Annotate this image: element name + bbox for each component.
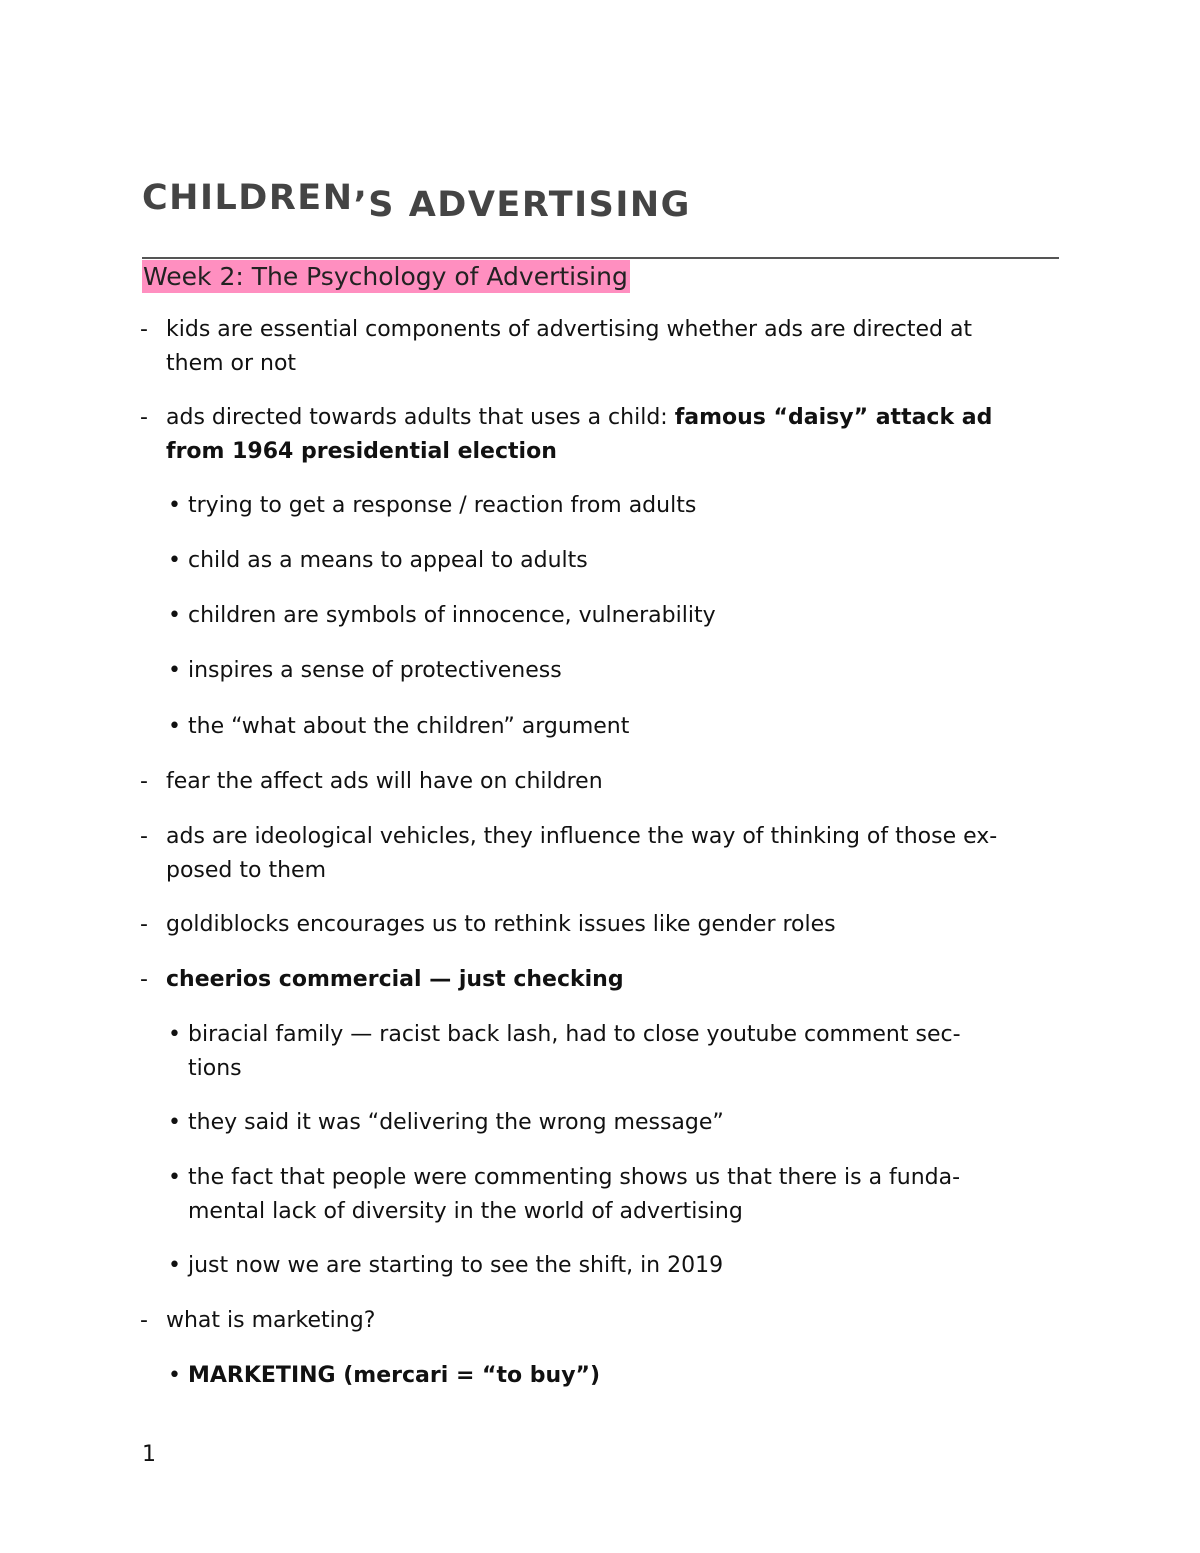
list-item-text: [166, 401, 1060, 469]
bullet-marker: •: [168, 658, 181, 683]
list-item: [140, 908, 1060, 942]
text-line: ads are ideological vehicles, they influence the way of thinking of those ex-: [166, 824, 998, 849]
list-item-text: what is marketing?: [166, 1308, 376, 1333]
list-item: [166, 599, 1026, 633]
dash-marker: -: [140, 769, 148, 794]
text-line: tions: [188, 1056, 242, 1081]
list-item-text: MARKETING (mercari = “to buy”): [188, 1363, 601, 1388]
bullet-marker: •: [168, 1022, 181, 1047]
dash-marker: -: [140, 1308, 148, 1333]
list-item-text: [166, 820, 1060, 888]
list-item-text: [188, 1161, 1026, 1229]
list-item: [166, 1161, 1026, 1229]
dash-marker: -: [140, 405, 148, 430]
document-title: [142, 178, 691, 225]
list-item: [140, 313, 1060, 381]
list-item: [166, 1106, 1026, 1140]
list-item: [166, 710, 1026, 744]
page-number: 1: [142, 1442, 156, 1467]
list-item-text: children are symbols of innocence, vulnerability: [188, 603, 716, 628]
title-part-children: CHILDREN: [142, 178, 354, 218]
bullet-marker: •: [168, 714, 181, 739]
text-line: mental lack of diversity in the world of advertising: [188, 1199, 743, 1224]
text-line: kids are essential components of advertising whether ads are directed at: [166, 317, 973, 342]
text-line: them or not: [166, 351, 297, 376]
list-item-text: the “what about the children” argument: [188, 714, 630, 739]
list-item-text: fear the affect ads will have on children: [166, 769, 603, 794]
list-item-text: [188, 1018, 1026, 1086]
list-item-text: cheerios commercial — just checking: [166, 967, 624, 992]
list-item-text: [166, 313, 1060, 381]
bullet-marker: •: [168, 1363, 181, 1388]
list-item: [166, 1018, 1026, 1086]
list-item: [166, 1359, 1026, 1393]
bold-text: famous “daisy” attack ad: [674, 405, 993, 430]
bullet-marker: •: [168, 493, 181, 518]
dash-marker: -: [140, 912, 148, 937]
bold-text: from 1964 presidential election: [166, 439, 557, 464]
dash-marker: -: [140, 317, 148, 342]
list-item: [140, 765, 1060, 799]
list-item-text: they said it was “delivering the wrong message”: [188, 1110, 724, 1135]
text-line: the fact that people were commenting shows us that there is a funda-: [188, 1165, 961, 1190]
list-item: [166, 544, 1026, 578]
list-item-text: child as a means to appeal to adults: [188, 548, 588, 573]
dash-marker: -: [140, 967, 148, 992]
dash-marker: -: [140, 824, 148, 849]
list-item: [140, 1304, 1060, 1338]
list-item: [140, 820, 1060, 888]
title-divider: [142, 257, 1059, 259]
bullet-marker: •: [168, 1110, 181, 1135]
title-part-advertising: ’S ADVERTISING: [353, 185, 691, 225]
text-line: biracial family — racist back lash, had to close youtube comment sec-: [188, 1022, 961, 1047]
list-item-text: goldiblocks encourages us to rethink issues like gender roles: [166, 912, 836, 937]
list-item: [140, 963, 1060, 997]
bullet-marker: •: [168, 1165, 181, 1190]
list-item-text: just now we are starting to see the shift, in 2019: [188, 1253, 724, 1278]
bullet-marker: •: [168, 548, 181, 573]
list-item-text: inspires a sense of protectiveness: [188, 658, 562, 683]
text-line: posed to them: [166, 858, 326, 883]
list-item: [166, 1249, 1026, 1283]
bullet-marker: •: [168, 603, 181, 628]
week-heading: Week 2: The Psychology of Advertising: [143, 262, 628, 291]
list-item-text: trying to get a response / reaction from adults: [188, 493, 697, 518]
list-item: [166, 654, 1026, 688]
list-item: [166, 489, 1026, 523]
bullet-marker: •: [168, 1253, 181, 1278]
list-item: [140, 401, 1060, 469]
text-line: ads directed towards adults that uses a child:: [166, 405, 675, 430]
